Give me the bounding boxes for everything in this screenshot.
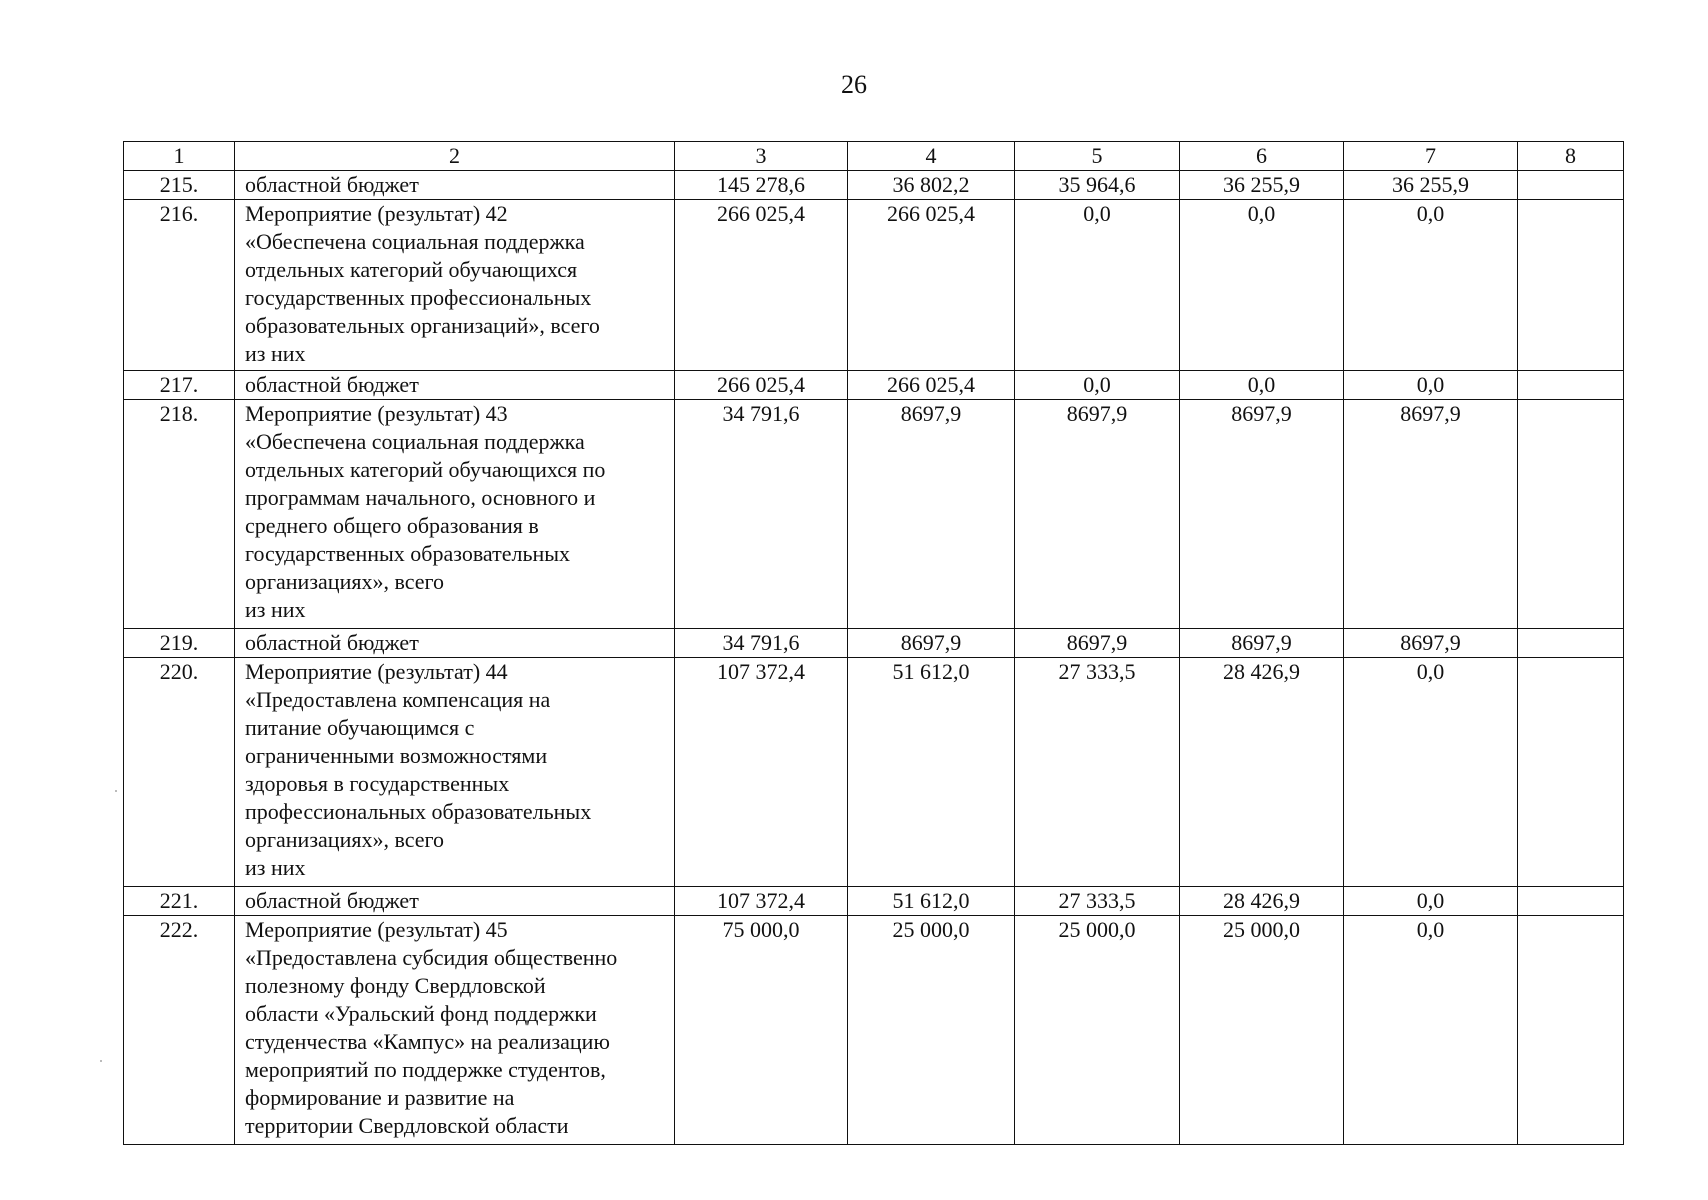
- value-cell-col-6: 0,0: [1180, 371, 1344, 400]
- table-row: [124, 629, 1624, 658]
- header-cell-7: 7: [1344, 142, 1518, 171]
- description-line: областной бюджет: [245, 172, 419, 197]
- table-row: [124, 916, 1624, 1145]
- value-cell-col-8: [1518, 658, 1624, 887]
- value-cell-col-4: 25 000,0: [848, 916, 1015, 1145]
- description-line: отдельных категорий обучающихся по: [245, 457, 606, 482]
- row-description: [235, 916, 675, 1145]
- value-cell-col-5: 0,0: [1015, 371, 1180, 400]
- header-cell-6: 6: [1180, 142, 1344, 171]
- value-cell-col-3: 145 278,6: [675, 171, 848, 200]
- description-line: «Предоставлена компенсация на: [245, 687, 551, 712]
- header-cell-8: 8: [1518, 142, 1624, 171]
- description-line: Мероприятие (результат) 43: [245, 401, 508, 426]
- description-line: Мероприятие (результат) 45: [245, 917, 508, 942]
- value-cell-col-7: 0,0: [1344, 887, 1518, 916]
- description-line: Мероприятие (результат) 44: [245, 659, 508, 684]
- value-cell-col-7: 36 255,9: [1344, 171, 1518, 200]
- row-number: 222.: [124, 916, 235, 1145]
- value-cell-col-3: 107 372,4: [675, 887, 848, 916]
- row-description: [235, 171, 675, 200]
- description-line: программам начального, основного и: [245, 485, 596, 510]
- value-cell-col-8: [1518, 371, 1624, 400]
- description-line: Мероприятие (результат) 42: [245, 201, 508, 226]
- row-number: 220.: [124, 658, 235, 887]
- value-cell-col-4: 266 025,4: [848, 200, 1015, 371]
- header-cell-2: 2: [235, 142, 675, 171]
- description-line: области «Уральский фонд поддержки: [245, 1001, 597, 1026]
- description-line: государственных образовательных: [245, 541, 571, 566]
- value-cell-col-7: 8697,9: [1344, 629, 1518, 658]
- value-cell-col-4: 266 025,4: [848, 371, 1015, 400]
- row-description: [235, 629, 675, 658]
- description-line: из них: [245, 855, 306, 880]
- row-description: [235, 658, 675, 887]
- header-cell-5: 5: [1015, 142, 1180, 171]
- description-line: областной бюджет: [245, 630, 419, 655]
- header-cell-4: 4: [848, 142, 1015, 171]
- value-cell-col-8: [1518, 629, 1624, 658]
- value-cell-col-3: 107 372,4: [675, 658, 848, 887]
- description-line: среднего общего образования в: [245, 513, 539, 538]
- table-row: [124, 658, 1624, 887]
- value-cell-col-8: [1518, 887, 1624, 916]
- value-cell-col-4: 51 612,0: [848, 887, 1015, 916]
- description-line: образовательных организаций», всего: [245, 313, 600, 338]
- value-cell-col-8: [1518, 916, 1624, 1145]
- description-line: студенчества «Кампус» на реализацию: [245, 1029, 610, 1054]
- description-line: здоровья в государственных: [245, 771, 510, 796]
- budget-table: [123, 141, 1624, 1145]
- description-line: областной бюджет: [245, 888, 419, 913]
- description-line: отдельных категорий обучающихся: [245, 257, 578, 282]
- value-cell-col-7: 0,0: [1344, 371, 1518, 400]
- value-cell-col-7: 0,0: [1344, 200, 1518, 371]
- row-number: 216.: [124, 200, 235, 371]
- page-number: 26: [841, 70, 867, 99]
- table-row: [124, 200, 1624, 371]
- table-body: [124, 171, 1624, 1145]
- description-line: организациях», всего: [245, 569, 444, 594]
- row-description: [235, 400, 675, 629]
- value-cell-col-8: [1518, 171, 1624, 200]
- value-cell-col-3: 266 025,4: [675, 371, 848, 400]
- description-line: территории Свердловской области: [245, 1113, 569, 1138]
- value-cell-col-6: 8697,9: [1180, 400, 1344, 629]
- value-cell-col-5: 25 000,0: [1015, 916, 1180, 1145]
- value-cell-col-4: 36 802,2: [848, 171, 1015, 200]
- value-cell-col-3: 34 791,6: [675, 629, 848, 658]
- description-line: «Предоставлена субсидия общественно: [245, 945, 618, 970]
- value-cell-col-6: 28 426,9: [1180, 887, 1344, 916]
- value-cell-col-7: 0,0: [1344, 916, 1518, 1145]
- value-cell-col-3: 34 791,6: [675, 400, 848, 629]
- value-cell-col-4: 8697,9: [848, 629, 1015, 658]
- row-description: [235, 371, 675, 400]
- value-cell-col-7: 0,0: [1344, 658, 1518, 887]
- value-cell-col-7: 8697,9: [1344, 400, 1518, 629]
- row-number: 218.: [124, 400, 235, 629]
- description-line: полезному фонду Свердловской: [245, 973, 546, 998]
- value-cell-col-6: 25 000,0: [1180, 916, 1344, 1145]
- table-row: [124, 171, 1624, 200]
- table-row: [124, 371, 1624, 400]
- description-line: из них: [245, 597, 306, 622]
- value-cell-col-3: 266 025,4: [675, 200, 848, 371]
- value-cell-col-5: 8697,9: [1015, 400, 1180, 629]
- value-cell-col-6: 36 255,9: [1180, 171, 1344, 200]
- header-row: [124, 142, 1624, 171]
- description-line: из них: [245, 341, 306, 366]
- table-header: [124, 142, 1624, 171]
- value-cell-col-6: 28 426,9: [1180, 658, 1344, 887]
- row-number: 221.: [124, 887, 235, 916]
- description-line: областной бюджет: [245, 372, 419, 397]
- value-cell-col-5: 8697,9: [1015, 629, 1180, 658]
- value-cell-col-4: 51 612,0: [848, 658, 1015, 887]
- row-number: 215.: [124, 171, 235, 200]
- description-line: государственных профессиональных: [245, 285, 592, 310]
- row-number: 219.: [124, 629, 235, 658]
- value-cell-col-8: [1518, 400, 1624, 629]
- scan-mark: [115, 790, 117, 792]
- value-cell-col-6: 8697,9: [1180, 629, 1344, 658]
- value-cell-col-6: 0,0: [1180, 200, 1344, 371]
- description-line: профессиональных образовательных: [245, 799, 592, 824]
- scan-mark: [100, 1060, 102, 1062]
- header-cell-3: 3: [675, 142, 848, 171]
- value-cell-col-5: 27 333,5: [1015, 658, 1180, 887]
- table-row: [124, 400, 1624, 629]
- description-line: «Обеспечена социальная поддержка: [245, 429, 585, 454]
- description-line: «Обеспечена социальная поддержка: [245, 229, 585, 254]
- description-line: формирование и развитие на: [245, 1085, 515, 1110]
- value-cell-col-5: 35 964,6: [1015, 171, 1180, 200]
- description-line: организациях», всего: [245, 827, 444, 852]
- value-cell-col-5: 0,0: [1015, 200, 1180, 371]
- description-line: ограниченными возможностями: [245, 743, 548, 768]
- row-number: 217.: [124, 371, 235, 400]
- value-cell-col-5: 27 333,5: [1015, 887, 1180, 916]
- row-description: [235, 887, 675, 916]
- value-cell-col-4: 8697,9: [848, 400, 1015, 629]
- description-line: мероприятий по поддержке студентов,: [245, 1057, 606, 1082]
- value-cell-col-3: 75 000,0: [675, 916, 848, 1145]
- value-cell-col-8: [1518, 200, 1624, 371]
- header-cell-1: 1: [124, 142, 235, 171]
- description-line: питание обучающимся с: [245, 715, 475, 740]
- table-row: [124, 887, 1624, 916]
- row-description: [235, 200, 675, 371]
